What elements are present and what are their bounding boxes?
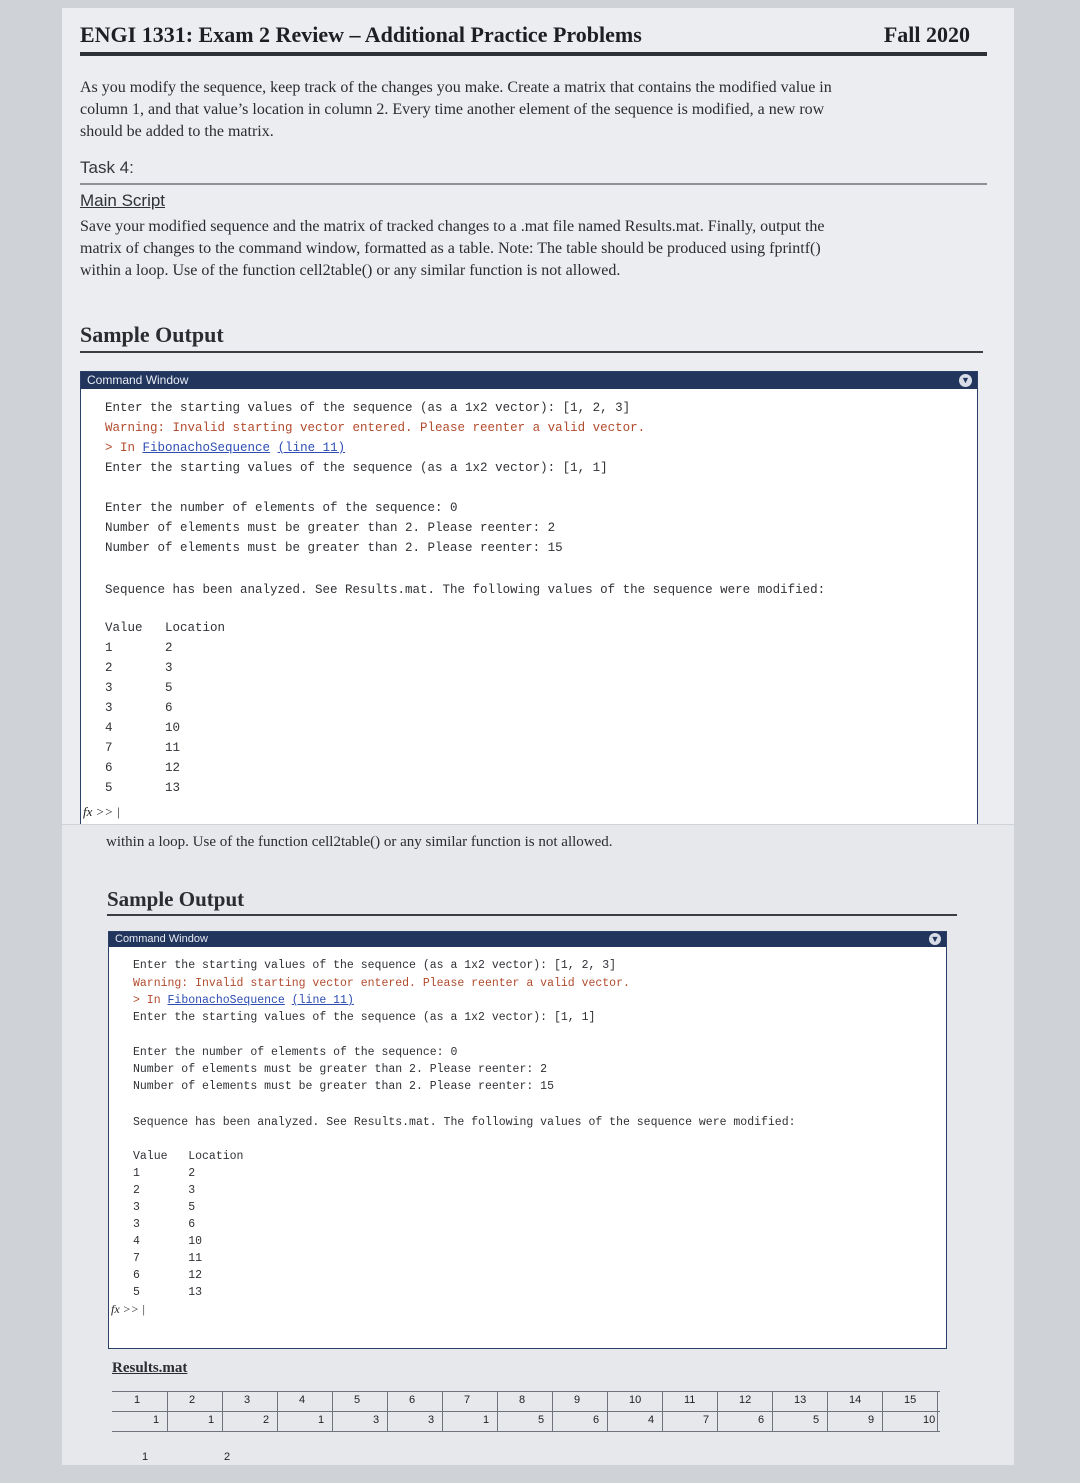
table-row: 2 3 [133, 1184, 196, 1197]
results-index-cell: 5 [354, 1394, 361, 1406]
results-index-cell: 1 [134, 1394, 141, 1406]
results-index-cell: 13 [794, 1394, 807, 1406]
results-value-cell: 1 [483, 1414, 490, 1426]
command-prompt-2[interactable]: fx >> | [111, 1302, 146, 1316]
collapse-icon[interactable]: ▼ [959, 374, 972, 387]
results-column-divider [607, 1391, 608, 1431]
results-index-cell: 2 [189, 1394, 196, 1406]
table-row: 3 6 [133, 1218, 196, 1231]
results-value-cell: 2 [263, 1414, 270, 1426]
results-column-divider [717, 1391, 718, 1431]
command-window[interactable] [80, 371, 978, 824]
results-value-cell: 5 [813, 1414, 820, 1426]
results-column-divider [497, 1391, 498, 1431]
console-warning: Warning: Invalid starting vector entered. Please reenter a valid vector. [105, 421, 646, 435]
results-value-cell: 5 [538, 1414, 545, 1426]
console-line-5: Enter the number of elements of the sequence: 0 [105, 501, 458, 515]
console-line-8: Sequence has been analyzed. See Results.mat. The following values of the sequence were modified: [105, 583, 826, 597]
command-window-title: Command Window [87, 373, 189, 387]
header-rule [80, 52, 987, 56]
console-line-1: Enter the starting values of the sequence (as a 1x2 vector): [1, 2, 3] [105, 401, 631, 415]
table-row: 3 6 [105, 701, 173, 715]
task-line-2: matrix of changes to the command window, formatted as a table. Note: The table should be produced using fprintf() [80, 240, 821, 257]
console2-line-4: Enter the starting values of the sequence (as a 1x2 vector): [1, 1] [133, 1011, 596, 1024]
intro-line-2: column 1, and that value’s location in column 2. Every time another element of the sequence is modified, a new row [80, 101, 825, 118]
console2-line-6: Number of elements must be greater than 2. Please reenter: 2 [133, 1063, 548, 1076]
command-window-2-title: Command Window [115, 933, 208, 945]
table-row: 4 10 [133, 1235, 203, 1248]
collapse-icon[interactable]: ▼ [930, 934, 940, 944]
line-link-2[interactable]: (line 11) [291, 994, 354, 1007]
results-index-cell: 7 [464, 1394, 471, 1406]
results-column-divider [552, 1391, 553, 1431]
results-value-cell: 9 [868, 1414, 875, 1426]
results-index-cell: 15 [904, 1394, 917, 1406]
results-column-divider [277, 1391, 278, 1431]
console-trace [105, 441, 345, 455]
results-column-divider [772, 1391, 773, 1431]
results-index-cell: 8 [519, 1394, 526, 1406]
results-column-divider [662, 1391, 663, 1431]
results-index-cell: 12 [739, 1394, 752, 1406]
results-index-cell: 14 [849, 1394, 862, 1406]
results-column-divider [937, 1391, 938, 1431]
fibonacho-link-2[interactable]: FibonachoSequence [167, 994, 285, 1007]
table-row: 6 12 [105, 761, 181, 775]
main-script-heading: Main Script [80, 191, 166, 210]
results-column-divider [442, 1391, 443, 1431]
intro-line-3: should be added to the matrix. [80, 123, 274, 140]
results-value-cell: 6 [593, 1414, 600, 1426]
command-window-2[interactable] [108, 931, 947, 1349]
results-index-cell: 11 [684, 1394, 696, 1406]
console2-line-1: Enter the starting values of the sequence (as a 1x2 vector): [1, 2, 3] [133, 959, 617, 972]
table-row: 5 13 [105, 781, 181, 795]
document-title: ENGI 1331: Exam 2 Review – Additional Practice Problems [80, 22, 642, 47]
command-window-2-titlebar [109, 932, 946, 947]
task-heading: Task 4: [80, 158, 134, 177]
results-value-cell: 3 [373, 1414, 380, 1426]
results-top-rule [112, 1391, 940, 1392]
task-rule [80, 183, 987, 185]
console-line-7: Number of elements must be greater than 2. Please reenter: 15 [105, 541, 563, 555]
intro-line-1: As you modify the sequence, keep track of the changes you make. Create a matrix that contains the modified value in [80, 79, 832, 96]
console2-line-5: Enter the number of elements of the sequence: 0 [133, 1046, 458, 1059]
sample-output-heading: Sample Output [80, 322, 224, 347]
results-index-cell: 6 [409, 1394, 416, 1406]
table-row: 3 5 [105, 681, 173, 695]
console2-line-7: Number of elements must be greater than 2. Please reenter: 15 [133, 1080, 554, 1093]
results-value-cell: 10 [923, 1414, 936, 1426]
results-index-cell: 10 [629, 1394, 642, 1406]
results-mat-label: Results.mat [112, 1360, 188, 1376]
console-trace-prefix: > In [105, 441, 143, 455]
table-row: 4 10 [105, 721, 181, 735]
results-index-cell: 9 [574, 1394, 581, 1406]
command-window-titlebar [81, 372, 977, 389]
table-row: 7 11 [133, 1252, 203, 1265]
results-value-cell: 1 [318, 1414, 325, 1426]
page2-top-line: within a loop. Use of the function cell2table() or any similar function is not allowed. [106, 834, 613, 850]
results-bottom-rule [112, 1431, 940, 1432]
results-column-divider [332, 1391, 333, 1431]
command-prompt[interactable]: fx >> | [83, 804, 121, 819]
results-value-cell: 1 [208, 1414, 215, 1426]
fibonacho-link[interactable]: FibonachoSequence [142, 441, 271, 455]
console2-trace [133, 994, 354, 1007]
table-row: 5 13 [133, 1286, 203, 1299]
results-value-cell: 4 [648, 1414, 655, 1426]
results-column-divider [167, 1391, 168, 1431]
results-mid-rule [112, 1411, 940, 1412]
results-value-cell: 6 [758, 1414, 765, 1426]
table-row: 1 2 [133, 1167, 196, 1180]
console2-line-8: Sequence has been analyzed. See Results.mat. The following values of the sequence were modified: [133, 1116, 796, 1129]
results-mat-table [112, 1381, 942, 1465]
results-index-cell: 3 [244, 1394, 251, 1406]
console-line-4: Enter the starting values of the sequence (as a 1x2 vector): [1, 1] [105, 461, 608, 475]
table-row: 3 5 [133, 1201, 196, 1214]
table-row: 2 3 [105, 661, 173, 675]
results-index-cell: 4 [299, 1394, 306, 1406]
task-line-3: within a loop. Use of the function cell2table() or any similar function is not allowed. [80, 262, 621, 279]
console-line-6: Number of elements must be greater than 2. Please reenter: 2 [105, 521, 556, 535]
results-column-divider [882, 1391, 883, 1431]
results-value-cell: 3 [428, 1414, 435, 1426]
table2-header: Value Location [133, 1150, 244, 1163]
console2-trace-prefix: > In [133, 994, 168, 1007]
document-page-top [62, 8, 1014, 824]
sample-output-rule-2 [107, 914, 957, 916]
results-column-divider [222, 1391, 223, 1431]
table-header: Value Location [105, 621, 226, 635]
results-value-cell: 1 [153, 1414, 160, 1426]
table-row: 7 11 [105, 741, 181, 755]
results-column-divider [827, 1391, 828, 1431]
sample-output-rule [80, 351, 983, 353]
document-term: Fall 2020 [883, 22, 970, 47]
table-row: 6 12 [133, 1269, 203, 1282]
table-row: 1 2 [105, 641, 173, 655]
console2-warning: Warning: Invalid starting vector entered. Please reenter a valid vector. [133, 977, 630, 990]
task-line-1: Save your modified sequence and the matrix of tracked changes to a .mat file named Results.mat. Finally, output the [80, 218, 825, 235]
sample-output-heading-2: Sample Output [107, 887, 245, 911]
results-value-cell: 7 [703, 1414, 710, 1426]
results-partial-cell: 1 [142, 1451, 149, 1463]
line-link[interactable]: (line 11) [277, 441, 346, 455]
document-page-bottom [62, 825, 1014, 1465]
results-column-divider [387, 1391, 388, 1431]
results-partial-cell: 2 [224, 1451, 231, 1463]
